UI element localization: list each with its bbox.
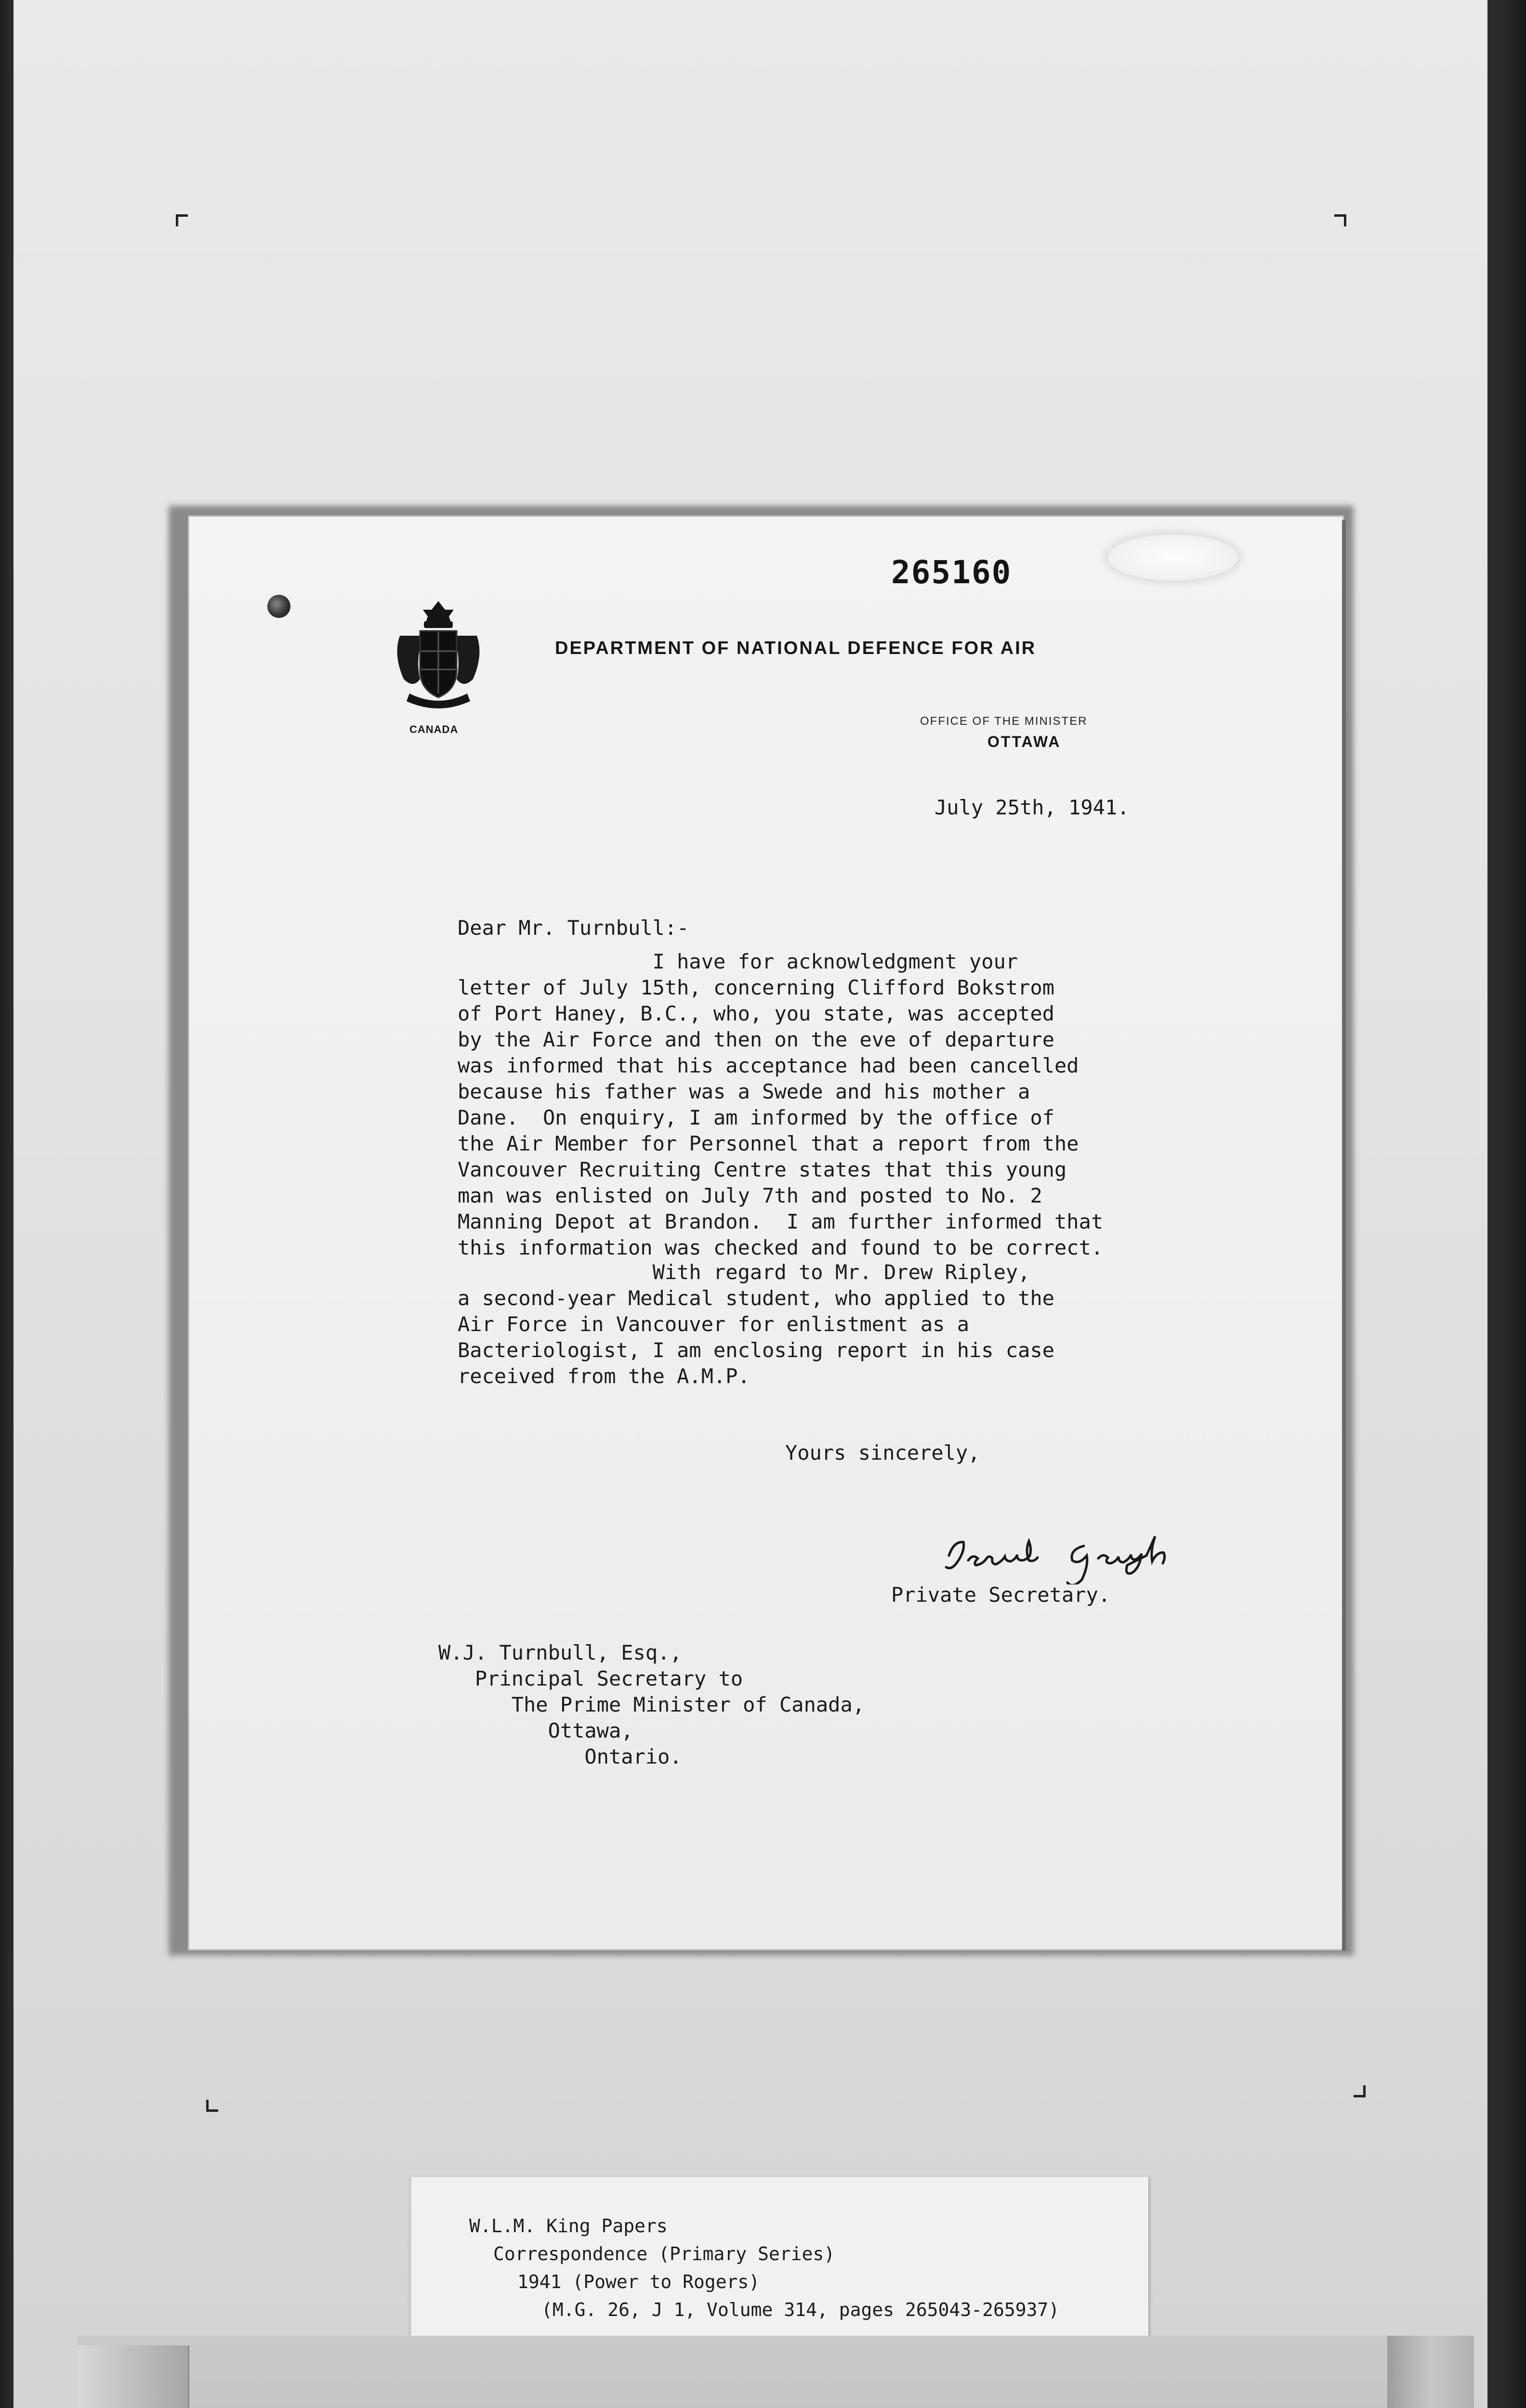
paper-edge [1342, 520, 1346, 1950]
crop-mark-top-left [176, 214, 188, 226]
crop-mark-bottom-right [1354, 2085, 1366, 2097]
crop-mark-bottom-left [206, 2100, 218, 2112]
coat-of-arms-icon [390, 597, 487, 713]
signer-title: Private Secretary. [891, 1583, 1111, 1607]
letter-date: July 25th, 1941. [934, 796, 1130, 819]
document-number: 265160 [891, 554, 1012, 591]
archive-stamp-card [77, 2336, 1474, 2408]
erasure-mark [1108, 535, 1238, 580]
year-range: 1941 (Power to Rogers) [517, 2271, 760, 2292]
volume-reference: (M.G. 26, J 1, Volume 314, pages 265043-265937) [541, 2299, 1060, 2320]
punch-hole [267, 595, 290, 618]
department-heading: DEPARTMENT OF NATIONAL DEFENCE FOR AIR [555, 638, 1037, 658]
body-paragraph-1: I have for acknowledgment your letter of July 15th, concerning Clifford Bokstrom of Port Haney, B.C., who, you state, was accepted by the Air Force and then on the eve of departure was informed that his acceptance had been cancelled because his father was a Swede and his mother a Dane. On enquiry, I am informed by the office of the Air Member for Personnel that a report from the Vancouver Recruiting Centre states that this young man was enlisted on July 7th and posted to No. 2 Manning Depot at Brandon. I am further informed that this information was checked and found to be correct. [458, 950, 1104, 1259]
addressee-block: W.J. Turnbull, Esq., Principal Secretary to The Prime Minister of Canada, Ottawa, Ontario. [438, 1641, 865, 1768]
tape-left [77, 2345, 189, 2408]
body-paragraph-2: With regard to Mr. Drew Ripley, a second-year Medical student, who applied to the Air Force in Vancouver for enlistment as a Bacteriologist, I am enclosing report in his case received from the A.M.P. [458, 1260, 1055, 1388]
city-line: OTTAWA [987, 733, 1061, 750]
letter-page [188, 515, 1344, 1950]
handwritten-signature [939, 1527, 1228, 1584]
salutation: Dear Mr. Turnbull:- [458, 916, 689, 940]
series-name: Correspondence (Primary Series) [493, 2243, 835, 2264]
closing: Yours sincerely, [785, 1441, 980, 1465]
collection-name: W.L.M. King Papers [469, 2215, 668, 2237]
crop-mark-top-right [1334, 214, 1346, 226]
office-line: OFFICE OF THE MINISTER [920, 715, 1088, 728]
tape-right [1387, 2336, 1474, 2408]
crest-label: CANADA [409, 723, 459, 735]
